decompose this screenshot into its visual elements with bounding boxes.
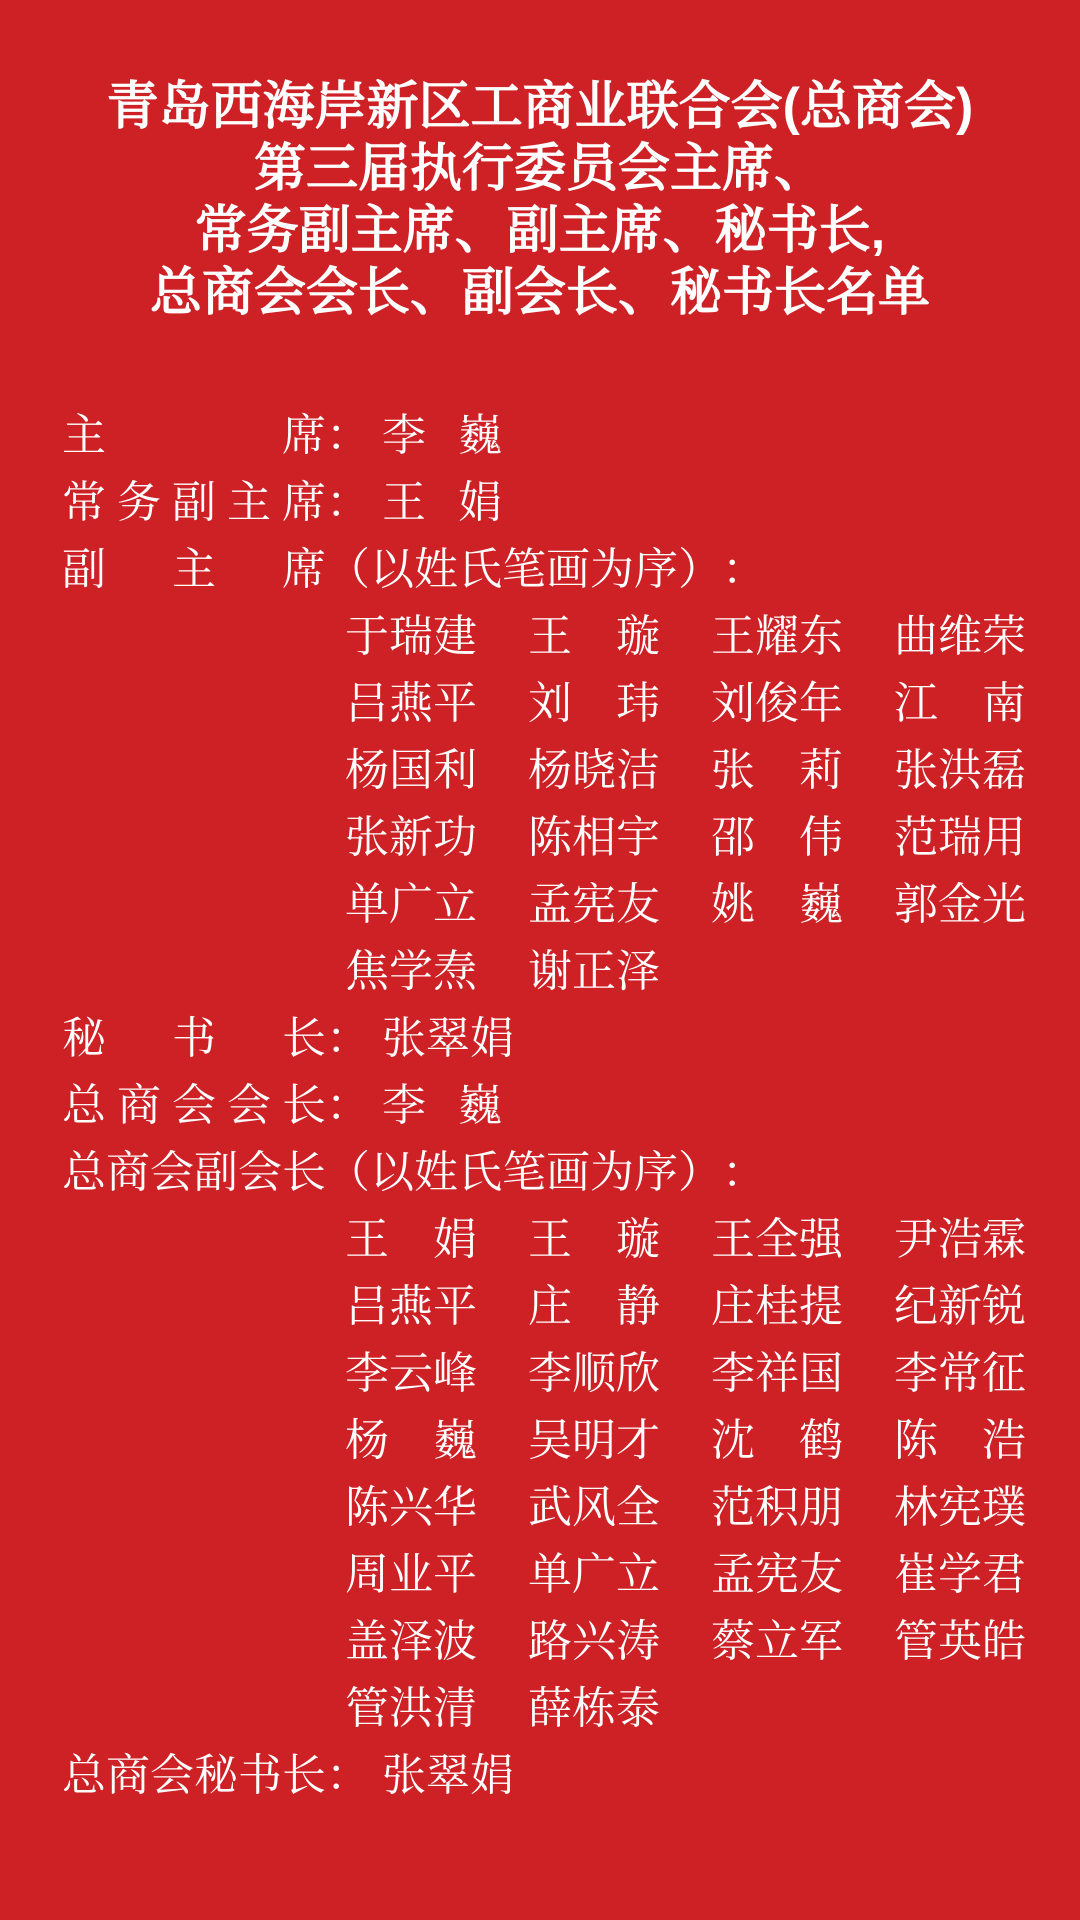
name-cell: 沈鹤 [711,1416,843,1465]
name-cell: 庄静 [528,1282,660,1331]
name-cell: 李云峰 [345,1349,477,1398]
name-cell: 张新功 [345,813,477,862]
name-cell: 庄桂提 [711,1282,843,1331]
name-cell: 王全强 [711,1215,843,1264]
name-cell: 单广立 [345,880,477,929]
chamber-vice-presidents-grid [62,1216,1080,1733]
name-row [345,1283,1080,1331]
chamber-secretary-general-name: 张翠娟 [382,1751,514,1800]
roster-content [0,412,1080,1800]
name-cell: 管英皓 [894,1617,1026,1666]
name-cell: 于瑞建 [345,612,477,661]
name-row [345,948,1080,996]
name-cell: 杨国利 [345,746,477,795]
sort-note: （以姓氏笔画为序） [326,1148,722,1197]
name-cell: 张莉 [711,746,843,795]
name-cell: 管洪清 [345,1684,477,1733]
document-title [0,0,1080,324]
chamber-secretary-general-line [62,1752,1080,1800]
title-line-1: 青岛西海岸新区工商业联合会(总商会) [106,78,974,136]
name-cell: 张洪磊 [894,746,1026,795]
name-cell: 路兴涛 [528,1617,660,1666]
chamber-president-line [62,1082,1080,1130]
exec-vice-chairman-line [62,479,1080,527]
name-cell: 李祥国 [711,1349,843,1398]
title-line-2: 第三届执行委员会主席、 [253,140,826,198]
name-cell: 孟宪友 [528,880,660,929]
chamber-president-name: 李巍 [382,1081,502,1130]
name-cell: 郭金光 [894,880,1026,929]
colon: ： [326,478,370,527]
name-cell: 林宪璞 [894,1483,1026,1532]
name-cell: 陈相宇 [528,813,660,862]
vice-chairmen-label: 副主席 [62,545,326,594]
name-cell: 武风全 [528,1483,660,1532]
name-cell: 薛栋泰 [528,1684,660,1733]
name-cell: 江南 [894,679,1026,728]
name-cell: 纪新锐 [894,1282,1026,1331]
name-cell: 尹浩霖 [894,1215,1026,1264]
chairman-label: 主席 [62,411,326,460]
name-cell: 单广立 [528,1550,660,1599]
name-cell: 范瑞用 [894,813,1026,862]
name-cell: 范积朋 [711,1483,843,1532]
name-row [345,881,1080,929]
title-line-3: 常务副主席、副主席、秘书长, [194,202,886,260]
name-cell: 刘玮 [528,679,660,728]
name-cell: 刘俊年 [711,679,843,728]
secretary-general-name: 张翠娟 [382,1014,514,1063]
name-cell: 谢正泽 [528,947,660,996]
chamber-secretary-general-label: 总商会秘书长 [62,1751,326,1800]
name-cell: 邵伟 [711,813,843,862]
name-cell: 曲维荣 [894,612,1026,661]
name-row [345,814,1080,862]
name-cell: 杨晓洁 [528,746,660,795]
colon: ： [326,1014,370,1063]
name-cell: 王璇 [528,612,660,661]
name-cell: 姚巍 [711,880,843,929]
colon: ： [722,1148,766,1197]
name-cell: 吕燕平 [345,679,477,728]
vice-chairmen-heading [62,546,1080,594]
chairman-line [62,412,1080,460]
sort-note: （以姓氏笔画为序） [326,545,722,594]
name-cell: 孟宪友 [711,1550,843,1599]
name-cell: 崔学君 [894,1550,1026,1599]
name-cell: 王耀东 [711,612,843,661]
colon: ： [326,411,370,460]
vice-chairmen-grid [62,613,1080,996]
name-cell: 盖泽波 [345,1617,477,1666]
name-cell: 杨巍 [345,1416,477,1465]
secretary-general-label: 秘书长 [62,1014,326,1063]
name-row [345,1484,1080,1532]
name-cell: 王娟 [345,1215,477,1264]
name-cell: 陈兴华 [345,1483,477,1532]
colon: ： [722,545,766,594]
colon: ： [326,1751,370,1800]
name-row [345,1417,1080,1465]
exec-vice-chairman-name: 王娟 [382,478,502,527]
name-cell: 李顺欣 [528,1349,660,1398]
chamber-president-label: 总商会会长 [62,1081,326,1130]
name-cell: 蔡立军 [711,1617,843,1666]
name-cell: 王璇 [528,1215,660,1264]
secretary-general-line [62,1015,1080,1063]
name-row [345,680,1080,728]
name-cell: 周业平 [345,1550,477,1599]
name-row [345,1216,1080,1264]
chamber-vice-presidents-label: 总商会副会长 [62,1148,326,1197]
name-cell: 焦学焘 [345,947,477,996]
name-row [345,1618,1080,1666]
chairman-name: 李巍 [382,411,502,460]
name-row [345,1685,1080,1733]
name-row [345,1551,1080,1599]
chamber-vice-presidents-heading [62,1149,1080,1197]
name-row [345,1350,1080,1398]
name-cell: 陈浩 [894,1416,1026,1465]
name-row [345,613,1080,661]
name-cell: 李常征 [894,1349,1026,1398]
title-line-4: 总商会会长、副会长、秘书长名单 [149,264,930,322]
colon: ： [326,1081,370,1130]
name-row [345,747,1080,795]
name-cell: 吕燕平 [345,1282,477,1331]
name-cell: 吴明才 [528,1416,660,1465]
exec-vice-chairman-label: 常务副主席 [62,478,326,527]
